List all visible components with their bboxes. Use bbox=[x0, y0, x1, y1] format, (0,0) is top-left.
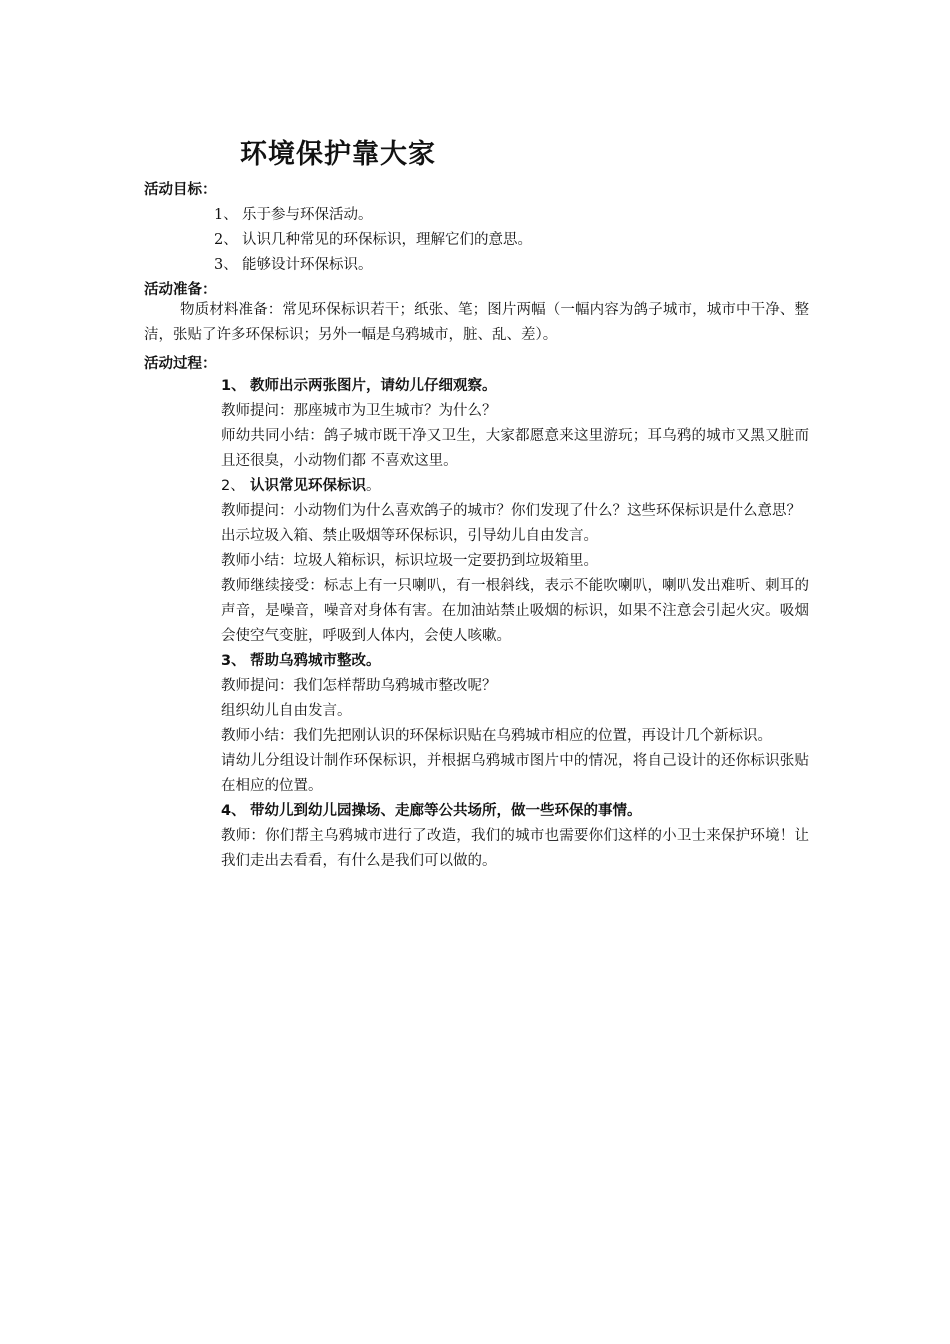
step-paragraph: 教师小结：垃圾人箱标识，标识垃圾一定要扔到垃圾箱里。 bbox=[221, 553, 598, 569]
goal-item bbox=[214, 253, 373, 274]
goal-text: 乐于参与环保活动。 bbox=[242, 207, 373, 223]
goal-text: 认识几种常见的环保标识，理解它们的意思。 bbox=[242, 232, 532, 248]
step-title: 4、 带幼儿到幼儿园操场、走廊等公共场所，做一些环保的事情。 bbox=[221, 803, 642, 819]
step-paragraph: 师幼共同小结：鸽子城市既干净又卫生，大家都愿意来这里游玩；耳乌鸦的城市又黑又脏而且还很臭，小动物们都 不喜欢这里。 bbox=[221, 428, 809, 469]
preparation-text: 物质材料准备：常见环保标识若干；纸张、笔；图片两幅（一幅内容为鸽子城市，城市中干净、整洁，张贴了许多环保标识；另外一幅是乌鸦城市，脏、乱、差）。 bbox=[144, 302, 809, 343]
step-paragraph: 教师提问：那座城市为卫生城市？为什么？ bbox=[221, 403, 497, 419]
step-paragraph: 教师继续接受：标志上有一只喇叭，有一根斜线，表示不能吹喇叭，喇叭发出难听、刺耳的声音，是噪音，噪音对身体有害。在加油站禁止吸烟的标识，如果不注意会引起火灾。吸烟会使空气变脏，呼吸到人体内，会使人咳嗽。 bbox=[221, 578, 809, 644]
step-paragraph: 出示垃圾入箱、禁止吸烟等环保标识，引导幼儿自由发言。 bbox=[221, 528, 598, 544]
step-title: 1、 教师出示两张图片，请幼儿仔细观察。 bbox=[221, 378, 497, 394]
step-paragraph: 教师提问：小动物们为什么喜欢鸽子的城市？你们发现了什么？这些环保标识是什么意思？ bbox=[221, 503, 801, 519]
step-paragraph: 教师：你们帮主乌鸦城市进行了改造，我们的城市也需要你们这样的小卫士来保护环境！让我们走出去看看，有什么是我们可以做的。 bbox=[221, 828, 809, 869]
process-section bbox=[221, 374, 809, 874]
step-title: 2、 认识常见环保标识。 bbox=[221, 478, 381, 494]
goal-number: 3、 bbox=[214, 257, 238, 273]
goals-heading: 活动目标： bbox=[144, 182, 217, 198]
step-paragraph: 组织幼儿自由发言。 bbox=[221, 703, 352, 719]
goal-number: 1、 bbox=[214, 207, 238, 223]
goal-item bbox=[214, 228, 532, 249]
process-heading: 活动过程： bbox=[144, 356, 217, 372]
step-title: 3、 帮助乌鸦城市整改。 bbox=[221, 653, 381, 669]
document-title: 环境保护靠大家 bbox=[240, 139, 436, 170]
goal-item bbox=[214, 203, 373, 224]
goal-number: 2、 bbox=[214, 232, 238, 248]
step-paragraph: 教师提问：我们怎样帮助乌鸦城市整改呢？ bbox=[221, 678, 497, 694]
preparation-heading: 活动准备： bbox=[144, 282, 217, 298]
goal-text: 能够设计环保标识。 bbox=[242, 257, 373, 273]
step-paragraph: 请幼儿分组设计制作环保标识，并根据乌鸦城市图片中的情况，将自己设计的还你标识张贴在相应的位置。 bbox=[221, 753, 809, 794]
step-paragraph: 教师小结：我们先把刚认识的环保标识贴在乌鸦城市相应的位置，再设计几个新标识。 bbox=[221, 728, 772, 744]
